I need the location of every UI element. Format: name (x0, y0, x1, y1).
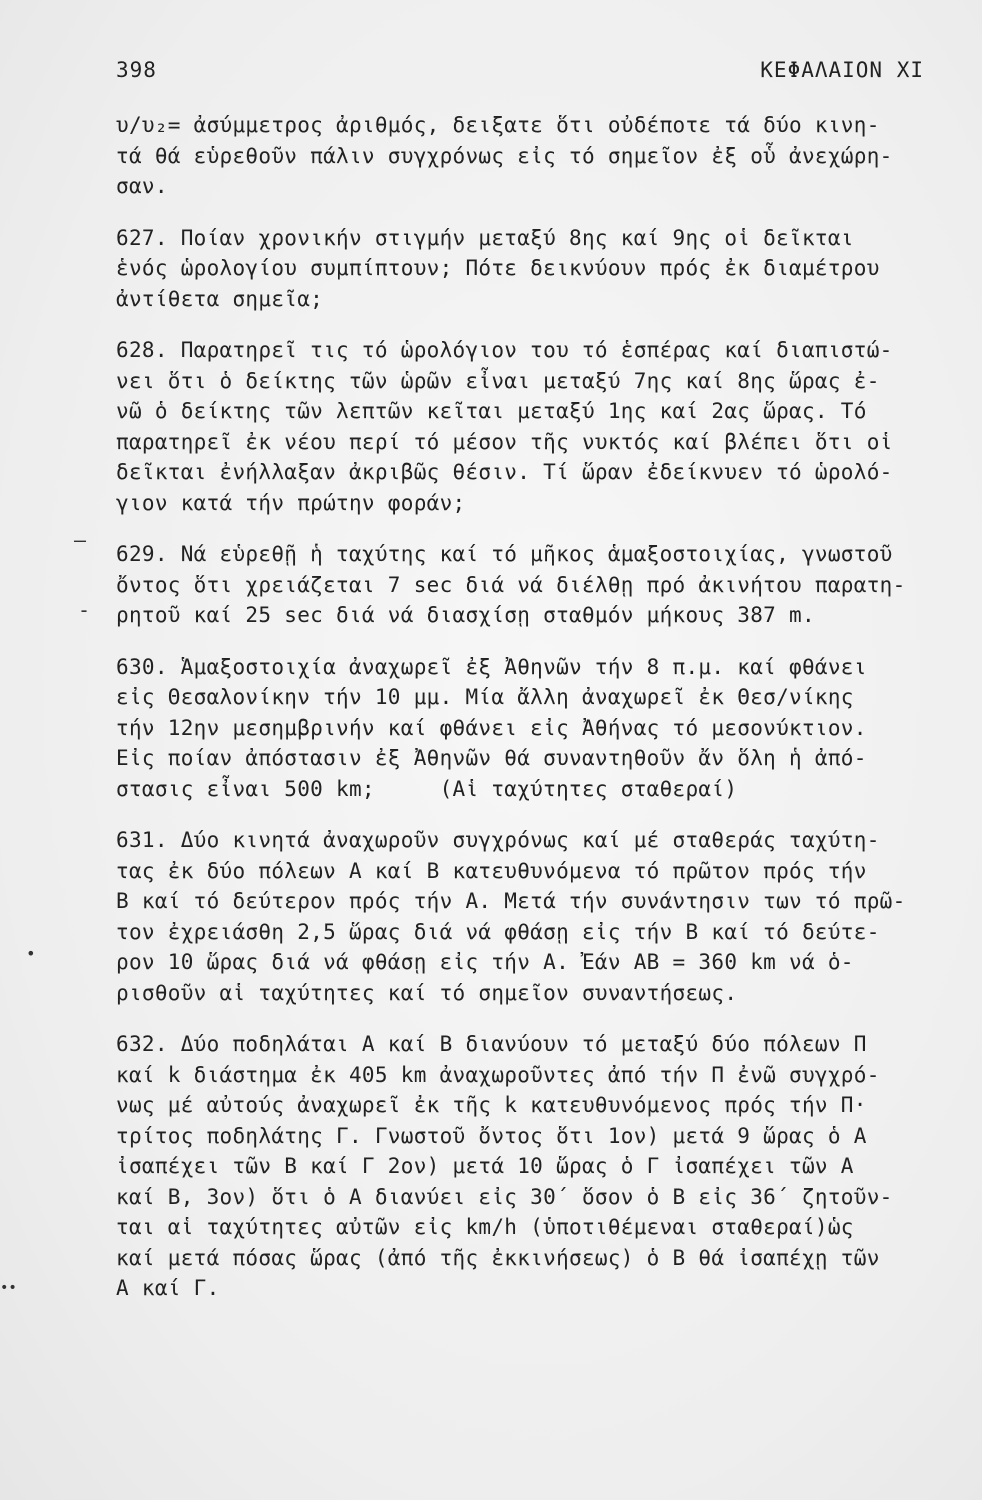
text-line: ται αἱ ταχύτητες αὐτῶν εἰς km/h (ὑποτιθέμεναι σταθεραί)ὡς (116, 1215, 854, 1239)
text-line: ὄντος ὅτι χρειάζεται 7 sec διά νά διέλθῃ πρό ἀκινήτου παρατη- (116, 572, 906, 597)
text-line: 627. Ποίαν χρονικήν στιγμήν μεταξύ 8ης καί 9ης οἱ δεῖκται (116, 225, 854, 250)
text-line: 631. Δύο κινητά ἀναχωροῦν συγχρόνως καί μέ σταθεράς ταχύτη- (116, 828, 880, 852)
text-line: υ/υ₂= ἀσύμμετρος ἀριθμός, δειξατε ὅτι οὐδέποτε τά δύο κινη- (116, 113, 880, 137)
text-line: εἰς Θεσαλονίκην τήν 10 μμ. Μία ἄλλη ἀναχωρεῖ ἐκ Θεσ/νίκης (116, 685, 854, 709)
paragraph (116, 825, 964, 1008)
text-line: γιον κατά τήν πρώτην φοράν; (116, 490, 466, 515)
text-line: νως μέ αὐτούς ἀναχωρεῖ ἐκ τῆς k κατευθυνόμενος πρός τήν Π· (116, 1093, 867, 1117)
text-line: καί k διάστημα ἐκ 405 km ἀναχωροῦντες ἀπό τήν Π ἐνῶ συγχρό- (116, 1062, 880, 1087)
text-line: 630. Ἁμαξοστοιχία ἀναχωρεῖ ἐξ Ἀθηνῶν τήν 8 π.μ. καί φθάνει (116, 654, 867, 679)
paragraph (116, 223, 964, 315)
body-text (116, 110, 964, 1325)
text-line: Εἰς ποίαν ἀπόστασιν ἐξ Ἀθηνῶν θά συναντηθοῦν ἄν ὅλη ἡ ἀπό- (116, 746, 867, 770)
margin-mark: • (26, 944, 36, 963)
margin-mark: - (78, 598, 91, 622)
text-line: καί Β, 3ον) ὅτι ὁ Α διανύει εἰς 30΄ ὅσον ὁ Β εἰς 36΄ ζητοῦν- (116, 1184, 893, 1209)
text-line: ἰσαπέχει τῶν Β καί Γ 2ον) μετά 10 ὥρας ὁ Γ ἰσαπέχει τῶν Α (116, 1154, 854, 1178)
page-header (116, 58, 924, 92)
text-line: καί μετά πόσας ὥρας (ἀπό τῆς ἐκκινήσεως) ὁ Β θά ἰσαπέχῃ τῶν (116, 1245, 880, 1270)
text-line: Β καί τό δεύτερον πρός τήν Α. Μετά τήν συνάντησιν των τό πρῶ- (116, 889, 906, 913)
paragraph (116, 335, 964, 518)
paragraph (116, 110, 964, 202)
paragraph (116, 539, 964, 631)
chapter-title: ΚΕΦΑΛΑΙΟΝ ΧΙ (760, 58, 924, 82)
text-line: Α καί Γ. (116, 1276, 220, 1300)
text-line: νει ὅτι ὁ δείκτης τῶν ὡρῶν εἶναι μεταξύ 7ης καί 8ης ὥρας ἐ- (116, 368, 880, 393)
text-line: νῶ ὁ δείκτης τῶν λεπτῶν κεῖται μεταξύ 1ης καί 2ας ὥρας. Τό (116, 399, 867, 423)
text-line: παρατηρεῖ ἐκ νέου περί τό μέσον τῆς νυκτός καί βλέπει ὅτι οἱ (116, 429, 893, 454)
text-line: τον ἐχρειάσθη 2,5 ὥρας διά νά φθάσῃ εἰς τήν Β καί τό δεύτε- (116, 919, 880, 944)
text-line: τας ἐκ δύο πόλεων Α καί Β κατευθυνόμενα τό πρῶτον πρός τήν (116, 858, 867, 883)
text-line: ρον 10 ὥρας διά νά φθάσῃ εἰς τήν Α. Ἐάν ΑΒ = 360 km νά ὁ- (116, 950, 854, 974)
margin-mark: •• (0, 1280, 17, 1296)
text-line: 628. Παρατηρεῖ τις τό ὡρολόγιον του τό ἑσπέρας καί διαπιστώ- (116, 338, 893, 362)
text-line: τά θά εὑρεθοῦν πάλιν συγχρόνως εἰς τό σημεῖον ἐξ οὗ ἀνεχώρη- (116, 143, 893, 168)
text-line: ρητοῦ καί 25 sec διά νά διασχίσῃ σταθμόν μήκους 387 m. (116, 603, 815, 627)
text-line: τρίτος ποδηλάτης Γ. Γνωστοῦ ὄντος ὅτι 1ον) μετά 9 ὥρας ὁ Α (116, 1123, 867, 1148)
paragraph (116, 1029, 964, 1304)
text-line: σαν. (116, 174, 168, 198)
page-number: 398 (116, 58, 157, 82)
paragraph (116, 652, 964, 805)
text-line: 629. Νά εὑρεθῇ ἡ ταχύτης καί τό μῆκος ἁμαξοστοιχίας, γνωστοῦ (116, 542, 893, 566)
text-line: τήν 12ην μεσημβρινήν καί φθάνει εἰς Ἀθήνας τό μεσονύκτιον. (116, 715, 867, 740)
text-line: ἑνός ὡρολογίου συμπίπτουν; Πότε δεικνύουν πρός ἐκ διαμέτρου (116, 256, 880, 280)
text-line: 632. Δύο ποδηλάται Α καί Β διανύουν τό μεταξύ δύο πόλεων Π (116, 1032, 867, 1056)
text-line: ἀντίθετα σημεῖα; (116, 286, 324, 311)
text-line: ρισθοῦν αἱ ταχύτητες καί τό σημεῖον συναντήσεως. (116, 980, 738, 1005)
margin-mark: – (74, 528, 87, 552)
text-line: δεῖκται ἐνήλλαξαν ἀκριβῶς θέσιν. Τί ὥραν ἐδείκνυεν τό ὡρολό- (116, 460, 893, 484)
text-line: στασις εἶναι 500 km; (Αἱ ταχύτητες σταθεραί) (116, 776, 738, 801)
